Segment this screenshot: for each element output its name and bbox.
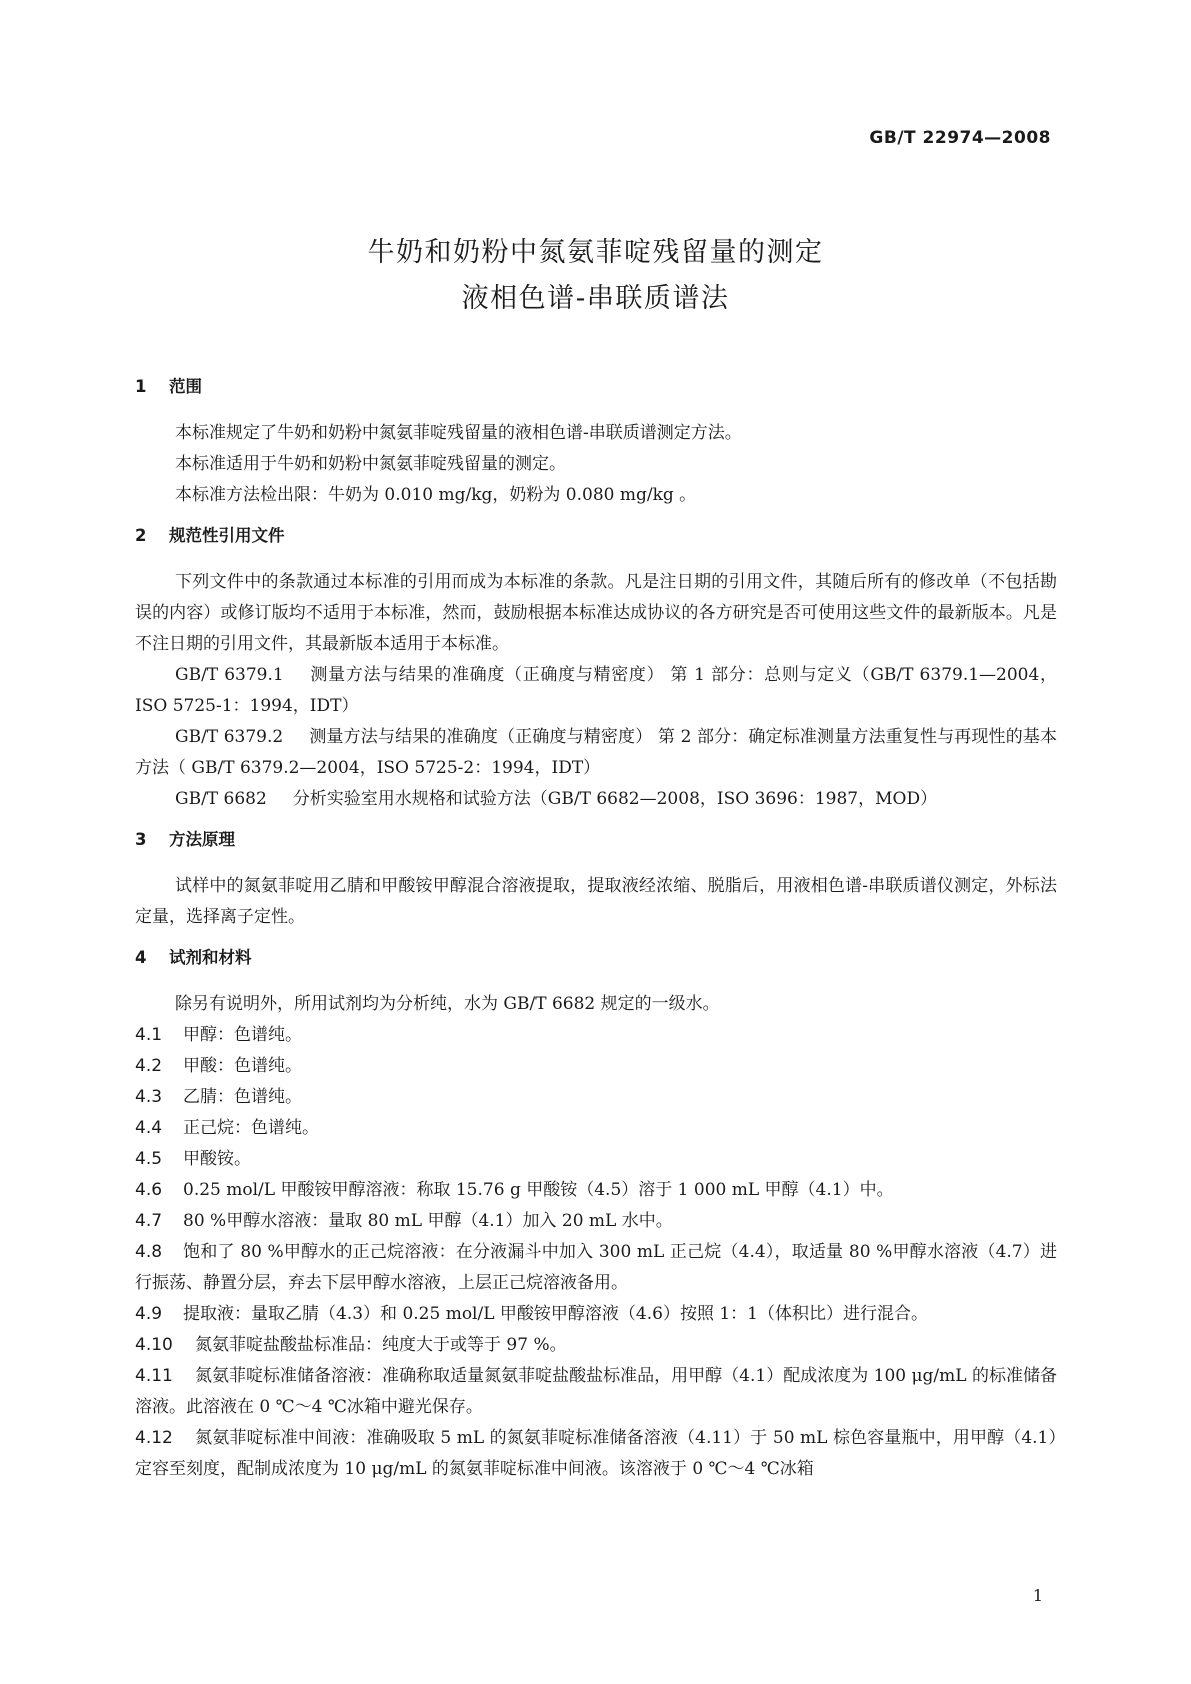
paragraph: 下列文件中的条款通过本标准的引用而成为本标准的条款。凡是注日期的引用文件，其随后所有的修改单（不包括勘误的内容）或修订版均不适用于本标准，然而，鼓励根据本标准达成协议的各方研究是否可使用这些文件的最新版本。凡是不注日期的引用文件，其最新版本适用于本标准。 (135, 572, 1057, 654)
item-text: 正己烷：色谱纯。 (183, 1118, 319, 1138)
section-heading-principle (135, 829, 1057, 851)
section-number: 4 (135, 948, 147, 967)
reference-code: GB/T 6379.2 (175, 727, 284, 747)
reference-text: 测量方法与结果的准确度（正确度与精密度） 第 2 部分：确定标准测量方法重复性与再现性的基本方法（ GB/T 6379.2—2004，ISO 5725-2：1994，IDT） (135, 727, 1057, 778)
paragraph: 本标准方法检出限：牛奶为 0.010 mg/kg，奶粉为 0.080 mg/kg 。 (175, 485, 697, 505)
item-number: 4.9 (135, 1304, 163, 1324)
item-text: 氮氨菲啶标准储备溶液：准确称取适量氮氨菲啶盐酸盐标准品，用甲醇（4.1）配成浓度为 100 μg/mL 的标准储备溶液。此溶液在 0 ℃～4 ℃冰箱中避光保存。 (135, 1366, 1057, 1417)
item-number: 4.10 (135, 1335, 173, 1355)
section-heading-scope (135, 376, 1057, 398)
section-heading-normative-references (135, 525, 1057, 547)
list-item (135, 1020, 1057, 1051)
list-item (135, 1361, 1057, 1423)
item-number: 4.6 (135, 1180, 163, 1200)
list-item (135, 1144, 1057, 1175)
item-text: 0.25 mol/L 甲酸铵甲醇溶液：称取 15.76 g 甲酸铵（4.5）溶于 1 000 mL 甲醇（4.1）中。 (183, 1180, 894, 1200)
list-item (135, 1051, 1057, 1082)
item-number: 4.7 (135, 1211, 163, 1231)
item-text: 80 %甲醇水溶液：量取 80 mL 甲醇（4.1）加入 20 mL 水中。 (183, 1211, 673, 1231)
section-heading-reagents (135, 947, 1057, 969)
reference-text: 分析实验室用水规格和试验方法（GB/T 6682—2008，ISO 3696：1987，MOD） (292, 789, 938, 809)
item-number: 4.4 (135, 1118, 163, 1138)
paragraph: 本标准规定了牛奶和奶粉中氮氨菲啶残留量的液相色谱-串联质谱测定方法。 (175, 423, 742, 443)
list-item (135, 1330, 1057, 1361)
item-text: 甲醇：色谱纯。 (183, 1025, 302, 1045)
item-number: 4.5 (135, 1149, 163, 1169)
item-text: 饱和了 80 %甲醇水的正己烷溶液：在分液漏斗中加入 300 mL 正己烷（4.4），取适量 80 %甲醇水溶液（4.7）进行振荡、静置分层，弃去下层甲醇水溶液，上层正己烷溶液备用。 (135, 1242, 1057, 1293)
reference-code: GB/T 6682 (175, 789, 267, 809)
document-title-line1: 牛奶和奶粉中氮氨菲啶残留量的测定 (367, 237, 824, 268)
item-text: 乙腈：色谱纯。 (183, 1087, 302, 1107)
item-text: 甲酸铵。 (183, 1149, 251, 1169)
section-title: 方法原理 (169, 830, 235, 849)
item-text: 氮氨菲啶盐酸盐标准品：纯度大于或等于 97 %。 (195, 1335, 567, 1355)
item-text: 提取液：量取乙腈（4.3）和 0.25 mol/L 甲酸铵甲醇溶液（4.6）按照 1：1（体积比）进行混合。 (183, 1304, 928, 1324)
reference-entry (135, 722, 1057, 784)
list-item (135, 1206, 1057, 1237)
item-number: 4.2 (135, 1056, 163, 1076)
standard-number: GB/T 22974—2008 (869, 128, 1051, 148)
paragraph: 试样中的氮氨菲啶用乙腈和甲酸铵甲醇混合溶液提取，提取液经浓缩、脱脂后，用液相色谱-串联质谱仪测定，外标法定量，选择离子定性。 (135, 876, 1057, 927)
list-item (135, 1113, 1057, 1144)
list-item (135, 1082, 1057, 1113)
item-text: 甲酸：色谱纯。 (183, 1056, 302, 1076)
reference-text: 测量方法与结果的准确度（正确度与精密度） 第 1 部分：总则与定义（GB/T 6379.1—2004，ISO 5725-1：1994，IDT） (135, 665, 1057, 716)
item-number: 4.11 (135, 1366, 173, 1386)
section-number: 1 (135, 377, 147, 396)
section-title: 试剂和材料 (169, 948, 252, 967)
section-title: 规范性引用文件 (169, 526, 285, 545)
paragraph: 本标准适用于牛奶和奶粉中氮氨菲啶残留量的测定。 (175, 454, 566, 474)
reference-entry (135, 784, 1057, 815)
item-number: 4.12 (135, 1428, 173, 1448)
document-title-line2: 液相色谱-串联质谱法 (461, 283, 730, 314)
section-number: 2 (135, 526, 147, 545)
item-number: 4.3 (135, 1087, 163, 1107)
item-number: 4.1 (135, 1025, 163, 1045)
page-number: 1 (1032, 1586, 1043, 1605)
list-item (135, 1423, 1057, 1485)
section-number: 3 (135, 830, 147, 849)
reference-code: GB/T 6379.1 (175, 665, 284, 685)
item-number: 4.8 (135, 1242, 163, 1262)
list-item (135, 1175, 1057, 1206)
reference-entry (135, 660, 1057, 722)
list-item (135, 1299, 1057, 1330)
section-title: 范围 (169, 377, 202, 396)
item-text: 氮氨菲啶标准中间液：准确吸取 5 mL 的氮氨菲啶标准储备溶液（4.11）于 50 mL 棕色容量瓶中，用甲醇（4.1）定容至刻度，配制成浓度为 10 μg/mL 的氮氨菲啶标准中间液。该溶液于 0 ℃～4 ℃冰箱 (135, 1428, 1057, 1479)
document-body (135, 376, 1057, 1485)
list-item (135, 1237, 1057, 1299)
paragraph: 除另有说明外，所用试剂均为分析纯，水为 GB/T 6682 规定的一级水。 (175, 994, 720, 1014)
